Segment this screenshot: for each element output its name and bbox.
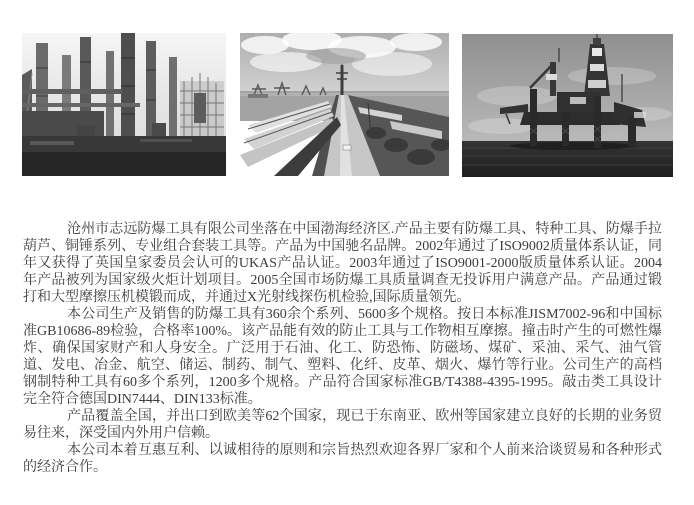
paragraph-product-standards: 本公司生产及销售的防爆工具有360余个系列、5600多个规格。按日本标准JISM7002-96和中国标准GB10686-89检验，合格率100%。该产品能有效的防止工具与工作物相互摩擦。撞击时产生的可燃性爆炸、确保国家财产和人身安全。广泛用于石油、化工、防恐怖、防磁场、煤矿、采油、采气、油气管道、发电、冶金、航空、储运、制药、制气、塑料、化纤、皮革、烟火、爆竹等行业。公司生产的高档钢制特种工具有60多个系列，1200多个规格。产品符合国家标准GB/T4388-4395-1995。敲击类工具设计完全符合德国DIN7444、DIN133标准。 bbox=[23, 307, 662, 407]
paragraph-cooperation-invitation: 本公司本着互惠互利、以诚相待的原则和宗旨热烈欢迎各界厂家和个人前来洽谈贸易和各种形式的经济合作。 bbox=[23, 443, 662, 475]
paragraph-company-overview: 沧州市志远防爆工具有限公司坐落在中国渤海经济区.产品主要有防爆工具、特种工具、防爆手拉葫芦、铜锤系列、专业组合套装工具等。产品为中国驰名品牌。2002年通过了ISO9002质量体系认证，同年又获得了英国皇家委员会认可的UKAS产品认证。2003年通过了ISO9001-2000版质量体系认证。2004年产品被列为国家级火炬计划项目。2005全国市场防爆工具质量调查无投诉用户满意产品。产品通过锻打和大型摩擦压机模锻而成，并通过X光射线探伤机检验,国际质量领先。 bbox=[23, 222, 662, 305]
company-introduction bbox=[23, 221, 662, 476]
offshore-oil-rig-photo bbox=[462, 34, 673, 177]
refinery-plant-photo bbox=[22, 33, 226, 176]
paragraph-export-markets: 产品覆盖全国，并出口到欧美等62个国家，现已于东南亚、欧州等国家建立良好的长期的业务贸易往来，深受国内外用户信赖。 bbox=[23, 409, 662, 441]
harbor-pier-image bbox=[240, 33, 449, 176]
refinery-plant-image bbox=[22, 33, 226, 176]
offshore-oil-rig-image bbox=[462, 34, 673, 177]
harbor-pier-photo bbox=[240, 33, 449, 176]
